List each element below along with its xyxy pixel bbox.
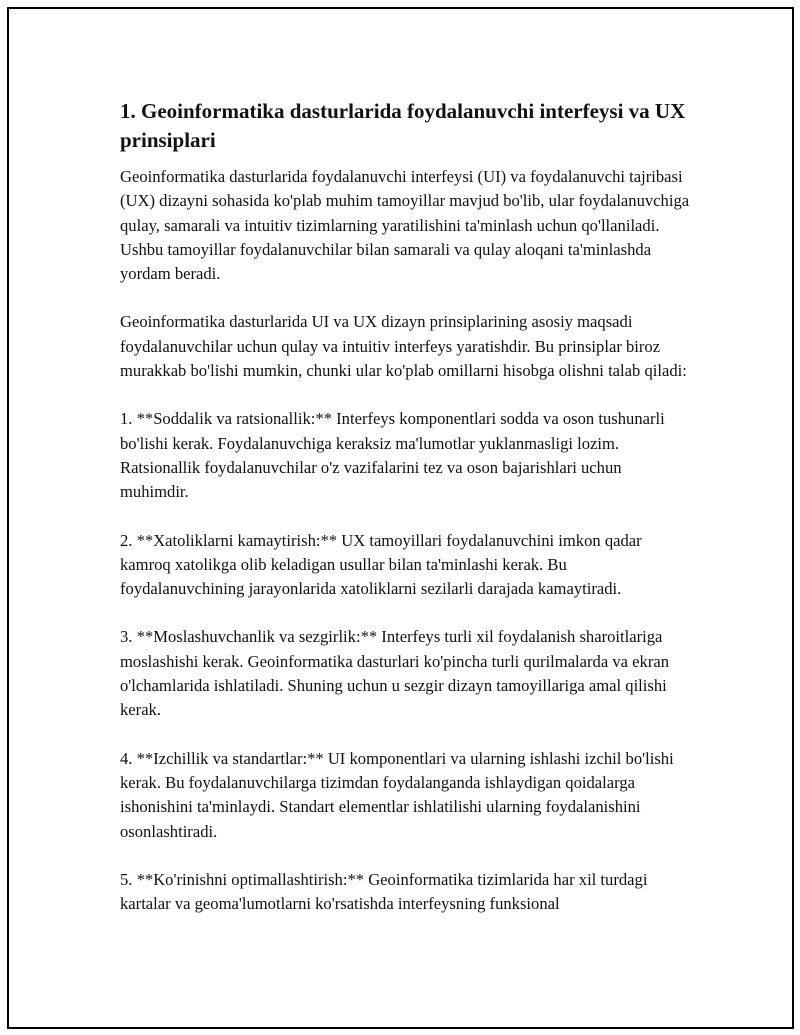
principle-2-paragraph: 2. **Xatoliklarni kamaytirish:** UX tamoyillari foydalanuvchini imkon qadar kamroq xatolikga olib keladigan usullar bilan ta'minlashi kerak. Bu foydalanuvchining jarayonlarida xatoliklarni sezilarli darajada kamaytiradi. bbox=[120, 530, 642, 599]
principle-5-paragraph: 5. **Ko'rinishni optimallashtirish:** Geoinformatika tizimlarida har xil turdagi kartalar va geoma'lumotlarni ko'rsatishda interfeysning funksional bbox=[120, 869, 648, 914]
principle-1-paragraph: 1. **Soddalik va ratsionallik:** Interfeys komponentlari sodda va oson tushunarli bo'lishi kerak. Foydalanuvchiga keraksiz ma'lumotlar yuklanmasligi lozim. Ratsionallik foydalanuvchilar o'z vazifalarini tez va oson bajarishlari uchun muhimdir. bbox=[120, 409, 665, 502]
principle-3-paragraph: 3. **Moslashuvchanlik va sezgirlik:** Interfeys turli xil foydalanish sharoitlariga moslashishi kerak. Geoinformatika dasturlari ko'pincha turli qurilmalarda va ekran o'lchamlarida ishlatiladi. Shuning uchun u sezgir dizayn tamoyillariga amal qilishi kerak. bbox=[120, 627, 670, 720]
principle-4-paragraph: 4. **Izchillik va standartlar:** UI komponentlari va ularning ishlashi izchil bo'lishi kerak. Bu foydalanuvchilarga tizimdan foydalanganda ishlaydigan qoidalarga ishonishini ta'minlaydi. Standart elementlar ishlatilishi ularning foydalanishini osonlashtiradi. bbox=[120, 748, 674, 841]
document-title: 1. Geoinformatika dasturlarida foydalanuvchi interfeysi va UX prinsiplari bbox=[120, 99, 686, 152]
purpose-paragraph: Geoinformatika dasturlarida UI va UX dizayn prinsiplarining asosiy maqsadi foydalanuvchilar uchun qulay va intuitiv interfeys yaratishdir. Bu prinsiplar biroz murakkab bo'lishi mumkin, chunki ular ko'plab omillarni hisobga olishni talab qiladi: bbox=[120, 312, 687, 381]
intro-paragraph: Geoinformatika dasturlarida foydalanuvchi interfeysi (UI) va foydalanuvchi tajribasi (UX) dizayni sohasida ko'plab muhim tamoyillar mavjud bo'lib, ular foydalanuvchiga qulay, samarali va intuitiv tizimlarning yaratilishini ta'minlash uchun qo'llaniladi. Ushbu tamoyillar foydalanuvchilar bilan samarali va qulay aloqani ta'minlashda yordam beradi. bbox=[120, 167, 690, 284]
page-frame bbox=[7, 7, 794, 1029]
document-body bbox=[120, 97, 690, 940]
